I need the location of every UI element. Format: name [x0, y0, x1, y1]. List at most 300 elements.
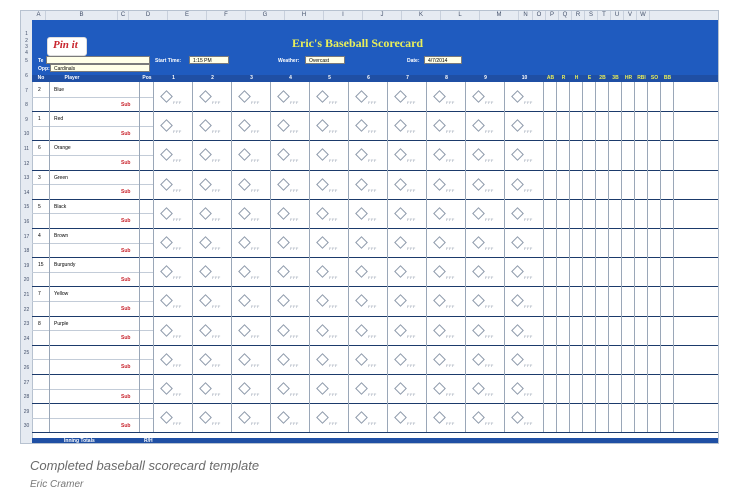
stat-cell[interactable] — [648, 170, 661, 199]
inning-cell[interactable] — [232, 374, 271, 403]
inning-cell[interactable] — [232, 286, 271, 315]
stat-cell[interactable] — [622, 345, 635, 374]
stat-cell[interactable] — [544, 345, 557, 374]
player-name[interactable]: Green — [54, 174, 68, 181]
stat-cell[interactable] — [583, 82, 596, 111]
stat-cell[interactable] — [648, 257, 661, 286]
column-letter[interactable]: U — [611, 11, 624, 20]
stat-cell[interactable] — [570, 111, 583, 140]
row-number[interactable]: 5 — [25, 58, 28, 64]
stat-cell[interactable] — [648, 374, 661, 403]
stat-cell[interactable] — [544, 111, 557, 140]
inning-cell[interactable] — [193, 170, 232, 199]
inning-cell[interactable] — [427, 257, 466, 286]
inning-cell[interactable] — [193, 140, 232, 169]
stat-cell[interactable] — [661, 374, 674, 403]
player-number[interactable]: 6 — [38, 145, 41, 152]
stat-cell[interactable] — [661, 111, 674, 140]
stat-cell[interactable] — [622, 316, 635, 345]
player-name[interactable]: Yellow — [54, 291, 69, 298]
stat-cell[interactable] — [635, 403, 648, 432]
inning-cell[interactable] — [271, 140, 310, 169]
stat-cell[interactable] — [544, 257, 557, 286]
column-letter[interactable]: P — [546, 11, 559, 20]
row-number[interactable]: 15 — [23, 204, 30, 211]
inning-cell[interactable] — [232, 403, 271, 432]
inning-cell[interactable] — [349, 228, 388, 257]
inning-cell[interactable] — [193, 374, 232, 403]
stat-cell[interactable] — [622, 403, 635, 432]
inning-cell[interactable] — [388, 374, 427, 403]
stat-cell[interactable] — [596, 286, 609, 315]
stat-cell[interactable] — [622, 170, 635, 199]
column-letter[interactable]: N — [519, 11, 533, 20]
column-letter[interactable]: O — [533, 11, 546, 20]
inning-cell[interactable] — [388, 140, 427, 169]
stat-cell[interactable] — [661, 403, 674, 432]
inning-cell[interactable] — [349, 140, 388, 169]
inning-cell[interactable] — [427, 403, 466, 432]
inning-cell[interactable] — [388, 111, 427, 140]
row-number[interactable]: 12 — [23, 160, 30, 167]
stat-cell[interactable] — [635, 170, 648, 199]
column-letter[interactable]: I — [324, 11, 363, 20]
stat-cell[interactable] — [557, 316, 570, 345]
stat-cell[interactable] — [622, 140, 635, 169]
stat-cell[interactable] — [635, 111, 648, 140]
column-letter[interactable]: B — [46, 11, 118, 20]
row-number[interactable]: 9 — [25, 116, 28, 123]
inning-cell[interactable] — [505, 228, 544, 257]
inning-cell[interactable] — [427, 374, 466, 403]
inning-cell[interactable] — [349, 374, 388, 403]
inning-cell[interactable] — [154, 286, 193, 315]
inning-cell[interactable] — [349, 170, 388, 199]
stat-cell[interactable] — [544, 316, 557, 345]
inning-cell[interactable] — [505, 345, 544, 374]
row-number[interactable]: 21 — [23, 292, 30, 298]
column-letter[interactable]: K — [402, 11, 441, 20]
inning-cell[interactable] — [427, 111, 466, 140]
inning-cell[interactable] — [310, 82, 349, 111]
inning-cell[interactable] — [349, 257, 388, 286]
inning-cell[interactable] — [388, 316, 427, 345]
stat-cell[interactable] — [557, 82, 570, 111]
stat-cell[interactable] — [570, 286, 583, 315]
stat-cell[interactable] — [635, 316, 648, 345]
player-number[interactable]: 4 — [38, 233, 41, 239]
row-number[interactable]: 29 — [23, 408, 30, 415]
inning-cell[interactable] — [154, 140, 193, 169]
weather-field[interactable]: Overcast — [305, 56, 345, 64]
inning-cell[interactable] — [232, 82, 271, 111]
inning-cell[interactable] — [310, 111, 349, 140]
inning-cell[interactable] — [466, 286, 505, 315]
stat-cell[interactable] — [648, 286, 661, 315]
stat-cell[interactable] — [570, 170, 583, 199]
stat-cell[interactable] — [596, 257, 609, 286]
stat-cell[interactable] — [583, 403, 596, 432]
inning-cell[interactable] — [232, 345, 271, 374]
stat-cell[interactable] — [570, 345, 583, 374]
row-number[interactable]: 14 — [23, 189, 30, 196]
inning-cell[interactable] — [310, 374, 349, 403]
stat-cell[interactable] — [609, 140, 622, 169]
inning-cell[interactable] — [154, 170, 193, 199]
stat-cell[interactable] — [596, 199, 609, 228]
stat-cell[interactable] — [583, 111, 596, 140]
inning-cell[interactable] — [232, 316, 271, 345]
stat-cell[interactable] — [544, 403, 557, 432]
inning-cell[interactable] — [193, 316, 232, 345]
row-number[interactable]: 2 — [25, 38, 28, 44]
inning-cell[interactable] — [310, 345, 349, 374]
inning-cell[interactable] — [154, 374, 193, 403]
row-number[interactable]: 4 — [25, 50, 28, 56]
inning-cell[interactable] — [310, 257, 349, 286]
stat-cell[interactable] — [648, 345, 661, 374]
inning-cell[interactable] — [349, 82, 388, 111]
stat-cell[interactable] — [635, 140, 648, 169]
inning-cell[interactable] — [388, 199, 427, 228]
row-number[interactable]: 25 — [23, 350, 30, 357]
inning-cell[interactable] — [388, 228, 427, 257]
stat-cell[interactable] — [661, 199, 674, 228]
row-number[interactable]: 7 — [25, 87, 28, 94]
inning-cell[interactable] — [232, 170, 271, 199]
stat-cell[interactable] — [583, 345, 596, 374]
inning-cell[interactable] — [310, 286, 349, 315]
column-letter[interactable]: C — [118, 11, 129, 20]
player-number[interactable]: 2 — [38, 87, 41, 93]
stat-cell[interactable] — [570, 403, 583, 432]
stat-cell[interactable] — [609, 82, 622, 111]
row-number[interactable]: 8 — [25, 102, 28, 109]
stat-cell[interactable] — [583, 316, 596, 345]
column-letter[interactable]: J — [363, 11, 402, 20]
stat-cell[interactable] — [557, 286, 570, 315]
inning-cell[interactable] — [505, 403, 544, 432]
row-number[interactable]: 26 — [23, 365, 30, 371]
inning-cell[interactable] — [310, 140, 349, 169]
player-number[interactable]: 5 — [38, 203, 41, 210]
stat-cell[interactable] — [661, 170, 674, 199]
stat-cell[interactable] — [648, 82, 661, 111]
stat-cell[interactable] — [596, 316, 609, 345]
row-number[interactable]: 27 — [23, 379, 30, 386]
inning-cell[interactable] — [271, 170, 310, 199]
stat-cell[interactable] — [635, 257, 648, 286]
stat-cell[interactable] — [622, 199, 635, 228]
row-number[interactable]: 19 — [23, 262, 30, 269]
inning-cell[interactable] — [154, 228, 193, 257]
stat-cell[interactable] — [596, 82, 609, 111]
stat-cell[interactable] — [596, 345, 609, 374]
stat-cell[interactable] — [570, 257, 583, 286]
inning-cell[interactable] — [466, 82, 505, 111]
stat-cell[interactable] — [609, 316, 622, 345]
stat-cell[interactable] — [583, 228, 596, 257]
row-number[interactable]: 24 — [23, 335, 30, 342]
inning-cell[interactable] — [388, 257, 427, 286]
inning-cell[interactable] — [505, 286, 544, 315]
inning-cell[interactable] — [193, 286, 232, 315]
inning-cell[interactable] — [349, 199, 388, 228]
column-letter[interactable]: E — [168, 11, 207, 20]
player-name[interactable]: Black — [54, 203, 67, 210]
inning-cell[interactable] — [232, 111, 271, 140]
start-time-field[interactable]: 1:15 PM — [189, 56, 229, 64]
column-letter[interactable]: F — [207, 11, 246, 20]
inning-cell[interactable] — [505, 82, 544, 111]
stat-cell[interactable] — [609, 403, 622, 432]
stat-cell[interactable] — [596, 140, 609, 169]
stat-cell[interactable] — [609, 374, 622, 403]
stat-cell[interactable] — [661, 82, 674, 111]
row-number[interactable]: 3 — [25, 44, 28, 50]
stat-cell[interactable] — [544, 199, 557, 228]
row-number[interactable]: 18 — [23, 248, 30, 255]
stat-cell[interactable] — [570, 140, 583, 169]
stat-cell[interactable] — [583, 170, 596, 199]
row-number[interactable]: 28 — [23, 394, 30, 401]
inning-cell[interactable] — [193, 228, 232, 257]
inning-cell[interactable] — [271, 228, 310, 257]
stat-cell[interactable] — [609, 257, 622, 286]
column-letter[interactable]: V — [624, 11, 637, 20]
inning-cell[interactable] — [154, 199, 193, 228]
inning-cell[interactable] — [310, 403, 349, 432]
column-letter[interactable]: D — [129, 11, 168, 20]
inning-cell[interactable] — [388, 403, 427, 432]
inning-cell[interactable] — [193, 345, 232, 374]
stat-cell[interactable] — [661, 316, 674, 345]
row-number[interactable]: 20 — [23, 277, 30, 284]
column-letter[interactable]: M — [480, 11, 519, 20]
row-number[interactable]: 23 — [23, 321, 30, 328]
inning-cell[interactable] — [388, 286, 427, 315]
stat-cell[interactable] — [648, 111, 661, 140]
inning-cell[interactable] — [193, 403, 232, 432]
column-letter[interactable]: W — [637, 11, 650, 20]
inning-cell[interactable] — [466, 140, 505, 169]
stat-cell[interactable] — [544, 170, 557, 199]
inning-cell[interactable] — [154, 403, 193, 432]
stat-cell[interactable] — [570, 82, 583, 111]
stat-cell[interactable] — [557, 111, 570, 140]
row-number[interactable]: 11 — [23, 146, 30, 152]
stat-cell[interactable] — [648, 403, 661, 432]
column-letter[interactable]: T — [598, 11, 611, 20]
player-name[interactable]: Brown — [54, 233, 69, 239]
inning-cell[interactable] — [232, 257, 271, 286]
inning-cell[interactable] — [466, 316, 505, 345]
inning-cell[interactable] — [271, 345, 310, 374]
stat-cell[interactable] — [622, 374, 635, 403]
inning-cell[interactable] — [232, 140, 271, 169]
inning-cell[interactable] — [505, 374, 544, 403]
team-field[interactable] — [46, 56, 150, 64]
inning-cell[interactable] — [232, 199, 271, 228]
inning-cell[interactable] — [271, 286, 310, 315]
stat-cell[interactable] — [557, 140, 570, 169]
column-letter[interactable]: H — [285, 11, 324, 20]
inning-cell[interactable] — [427, 345, 466, 374]
stat-cell[interactable] — [635, 345, 648, 374]
inning-cell[interactable] — [154, 257, 193, 286]
stat-cell[interactable] — [570, 228, 583, 257]
inning-cell[interactable] — [349, 286, 388, 315]
stat-cell[interactable] — [544, 82, 557, 111]
stat-cell[interactable] — [609, 228, 622, 257]
inning-cell[interactable] — [310, 316, 349, 345]
inning-cell[interactable] — [427, 316, 466, 345]
player-number[interactable]: 1 — [38, 116, 41, 123]
column-letter[interactable]: R — [572, 11, 585, 20]
stat-cell[interactable] — [583, 286, 596, 315]
column-letter[interactable]: S — [585, 11, 598, 20]
inning-cell[interactable] — [466, 170, 505, 199]
inning-cell[interactable] — [271, 82, 310, 111]
inning-cell[interactable] — [427, 286, 466, 315]
stat-cell[interactable] — [596, 374, 609, 403]
inning-cell[interactable] — [466, 345, 505, 374]
row-number[interactable]: 13 — [23, 175, 30, 182]
stat-cell[interactable] — [570, 316, 583, 345]
date-field[interactable]: 4/7/2014 — [424, 56, 462, 64]
player-number[interactable]: 7 — [38, 291, 41, 298]
column-letter[interactable]: Q — [559, 11, 572, 20]
inning-cell[interactable] — [310, 228, 349, 257]
stat-cell[interactable] — [635, 82, 648, 111]
stat-cell[interactable] — [635, 199, 648, 228]
stat-cell[interactable] — [596, 228, 609, 257]
inning-cell[interactable] — [349, 403, 388, 432]
stat-cell[interactable] — [648, 228, 661, 257]
stat-cell[interactable] — [570, 199, 583, 228]
stat-cell[interactable] — [609, 170, 622, 199]
stat-cell[interactable] — [544, 286, 557, 315]
row-number[interactable]: 16 — [23, 219, 30, 225]
inning-cell[interactable] — [427, 199, 466, 228]
inning-cell[interactable] — [349, 345, 388, 374]
inning-cell[interactable] — [427, 140, 466, 169]
inning-cell[interactable] — [349, 316, 388, 345]
opp-field[interactable]: Cardinals — [50, 64, 150, 72]
inning-cell[interactable] — [349, 111, 388, 140]
inning-cell[interactable] — [466, 257, 505, 286]
inning-cell[interactable] — [154, 345, 193, 374]
inning-cell[interactable] — [505, 316, 544, 345]
inning-cell[interactable] — [466, 228, 505, 257]
player-name[interactable]: Purple — [54, 320, 69, 327]
inning-cell[interactable] — [427, 228, 466, 257]
stat-cell[interactable] — [557, 228, 570, 257]
stat-cell[interactable] — [544, 228, 557, 257]
inning-cell[interactable] — [427, 170, 466, 199]
player-name[interactable]: Orange — [54, 145, 71, 152]
player-number[interactable]: 8 — [38, 320, 41, 327]
stat-cell[interactable] — [596, 111, 609, 140]
row-number[interactable]: 30 — [23, 423, 30, 430]
player-number[interactable]: 15 — [38, 262, 44, 269]
stat-cell[interactable] — [583, 257, 596, 286]
inning-cell[interactable] — [427, 82, 466, 111]
stat-cell[interactable] — [609, 199, 622, 228]
inning-cell[interactable] — [466, 111, 505, 140]
inning-cell[interactable] — [193, 257, 232, 286]
stat-cell[interactable] — [635, 286, 648, 315]
inning-cell[interactable] — [466, 374, 505, 403]
inning-cell[interactable] — [505, 140, 544, 169]
stat-cell[interactable] — [583, 374, 596, 403]
inning-cell[interactable] — [505, 170, 544, 199]
stat-cell[interactable] — [557, 345, 570, 374]
stat-cell[interactable] — [648, 140, 661, 169]
inning-cell[interactable] — [271, 257, 310, 286]
column-letter[interactable]: L — [441, 11, 480, 20]
inning-cell[interactable] — [271, 111, 310, 140]
stat-cell[interactable] — [609, 111, 622, 140]
row-number[interactable]: 22 — [23, 306, 30, 313]
inning-cell[interactable] — [271, 403, 310, 432]
inning-cell[interactable] — [388, 345, 427, 374]
inning-cell[interactable] — [271, 199, 310, 228]
stat-cell[interactable] — [622, 82, 635, 111]
stat-cell[interactable] — [544, 374, 557, 403]
inning-cell[interactable] — [310, 170, 349, 199]
stat-cell[interactable] — [648, 316, 661, 345]
stat-cell[interactable] — [583, 140, 596, 169]
player-name[interactable]: Blue — [54, 87, 65, 93]
inning-cell[interactable] — [271, 316, 310, 345]
stat-cell[interactable] — [609, 286, 622, 315]
row-number[interactable]: 6 — [25, 73, 28, 79]
inning-cell[interactable] — [193, 82, 232, 111]
stat-cell[interactable] — [622, 228, 635, 257]
inning-cell[interactable] — [505, 199, 544, 228]
stat-cell[interactable] — [570, 374, 583, 403]
stat-cell[interactable] — [635, 374, 648, 403]
stat-cell[interactable] — [596, 403, 609, 432]
stat-cell[interactable] — [583, 199, 596, 228]
row-number[interactable]: 17 — [23, 233, 30, 240]
stat-cell[interactable] — [635, 228, 648, 257]
stat-cell[interactable] — [622, 286, 635, 315]
inning-cell[interactable] — [232, 228, 271, 257]
stat-cell[interactable] — [557, 199, 570, 228]
inning-cell[interactable] — [388, 82, 427, 111]
stat-cell[interactable] — [557, 257, 570, 286]
stat-cell[interactable] — [557, 403, 570, 432]
player-name[interactable]: Red — [54, 116, 64, 123]
stat-cell[interactable] — [661, 286, 674, 315]
inning-cell[interactable] — [505, 257, 544, 286]
inning-cell[interactable] — [193, 111, 232, 140]
inning-cell[interactable] — [505, 111, 544, 140]
pinterest-pin-button[interactable] — [47, 37, 87, 56]
stat-cell[interactable] — [596, 170, 609, 199]
inning-cell[interactable] — [154, 111, 193, 140]
stat-cell[interactable] — [661, 345, 674, 374]
stat-cell[interactable] — [661, 228, 674, 257]
stat-cell[interactable] — [557, 170, 570, 199]
player-name[interactable]: Burgundy — [54, 262, 76, 269]
stat-cell[interactable] — [661, 140, 674, 169]
stat-cell[interactable] — [648, 199, 661, 228]
player-number[interactable]: 3 — [38, 174, 41, 181]
inning-cell[interactable] — [193, 199, 232, 228]
